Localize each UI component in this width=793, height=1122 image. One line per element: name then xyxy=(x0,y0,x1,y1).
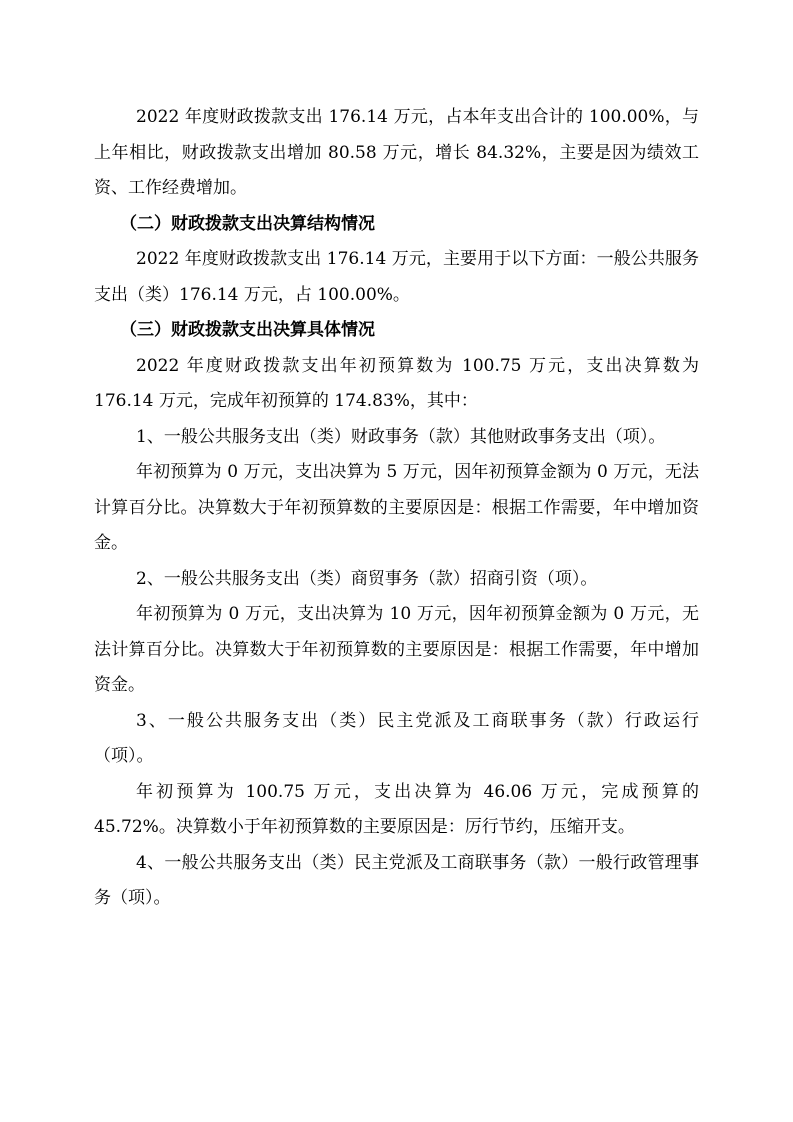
paragraph-details-intro: 2022 年度财政拨款支出年初预算数为 100.75 万元，支出决算数为 176.14 万元，完成年初预算的 174.83%，其中： xyxy=(94,355,699,411)
item-2-body: 年初预算为 0 万元，支出决算为 10 万元，因年初预算金额为 0 万元，无法计算百分比。决算数大于年初预算数的主要原因是：根据工作需要，年中增加资金。 xyxy=(94,604,699,695)
section-heading-structure: （二）财政拨款支出决算结构情况 xyxy=(120,213,375,234)
item-3-body: 年初预算为 100.75 万元，支出决算为 46.06 万元，完成预算的 45.72%。决算数小于年初预算数的主要原因是：厉行节约，压缩开支。 xyxy=(94,781,699,837)
item-1-title: 1、一般公共服务支出（类）财政事务（款）其他财政事务支出（项）。 xyxy=(136,426,666,447)
section-heading-details: （三）财政拨款支出决算具体情况 xyxy=(120,320,375,340)
item-2-title: 2、一般公共服务支出（类）商贸事务（款）招商引资（项）。 xyxy=(136,568,598,589)
item-3-title: 3、一般公共服务支出（类）民主党派及工商联事务（款）行政运行（项）。 xyxy=(94,710,699,766)
item-1-body: 年初预算为 0 万元，支出决算为 5 万元，因年初预算金额为 0 万元，无法计算百分比。决算数大于年初预算数的主要原因是：根据工作需要，年中增加资金。 xyxy=(94,462,699,553)
paragraph-structure: 2022 年度财政拨款支出 176.14 万元，主要用于以下方面：一般公共服务支出（类）176.14 万元，占 100.00%。 xyxy=(94,249,699,305)
item-4-title: 4、一般公共服务支出（类）民主党派及工商联事务（款）一般行政管理事务（项）。 xyxy=(94,852,699,908)
document-body xyxy=(94,100,699,917)
paragraph-expenditure-summary: 2022 年度财政拨款支出 176.14 万元，占本年支出合计的 100.00%，与上年相比，财政拨款支出增加 80.58 万元，增长 84.32%，主要是因为绩效工资、工作经费增加。 xyxy=(94,107,699,198)
